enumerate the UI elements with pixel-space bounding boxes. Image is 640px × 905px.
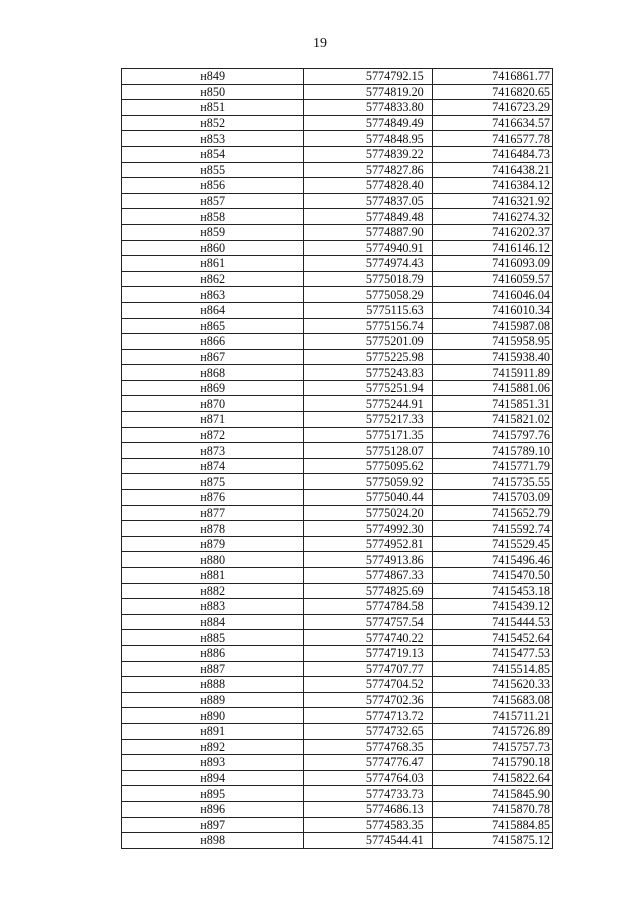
point-id-cell: н891 <box>122 723 304 739</box>
x-coordinate-cell: 5774792.15 <box>304 69 432 85</box>
y-coordinate-cell: 7415439.12 <box>432 599 552 615</box>
y-coordinate-cell: 7415845.90 <box>432 786 552 802</box>
x-coordinate-cell: 5774733.73 <box>304 786 432 802</box>
table-row <box>122 178 553 194</box>
point-id-cell: н860 <box>122 240 304 256</box>
x-coordinate-cell: 5774849.48 <box>304 209 432 225</box>
point-id-cell: н849 <box>122 69 304 85</box>
y-coordinate-cell: 7415711.21 <box>432 708 552 724</box>
x-coordinate-cell: 5774887.90 <box>304 224 432 240</box>
point-id-cell: н861 <box>122 256 304 272</box>
table-row <box>122 396 553 412</box>
point-id-cell: н893 <box>122 755 304 771</box>
y-coordinate-cell: 7415884.85 <box>432 817 552 833</box>
table-row <box>122 162 553 178</box>
table-row <box>122 302 553 318</box>
y-coordinate-cell: 7415652.79 <box>432 505 552 521</box>
x-coordinate-cell: 5774544.41 <box>304 833 432 849</box>
table-row <box>122 708 553 724</box>
x-coordinate-cell: 5774940.91 <box>304 240 432 256</box>
x-coordinate-cell: 5774757.54 <box>304 614 432 630</box>
y-coordinate-cell: 7415592.74 <box>432 521 552 537</box>
point-id-cell: н872 <box>122 427 304 443</box>
x-coordinate-cell: 5774704.52 <box>304 677 432 693</box>
x-coordinate-cell: 5774913.86 <box>304 552 432 568</box>
y-coordinate-cell: 7415790.18 <box>432 755 552 771</box>
table-row <box>122 801 553 817</box>
point-id-cell: н878 <box>122 521 304 537</box>
x-coordinate-cell: 5775156.74 <box>304 318 432 334</box>
table-row <box>122 458 553 474</box>
table-row <box>122 583 553 599</box>
y-coordinate-cell: 7415703.09 <box>432 490 552 506</box>
point-id-cell: н879 <box>122 536 304 552</box>
x-coordinate-cell: 5774776.47 <box>304 755 432 771</box>
x-coordinate-cell: 5774583.35 <box>304 817 432 833</box>
y-coordinate-cell: 7415881.06 <box>432 380 552 396</box>
x-coordinate-cell: 5774702.36 <box>304 692 432 708</box>
point-id-cell: н874 <box>122 458 304 474</box>
point-id-cell: н888 <box>122 677 304 693</box>
point-id-cell: н866 <box>122 334 304 350</box>
y-coordinate-cell: 7416577.78 <box>432 131 552 147</box>
x-coordinate-cell: 5775251.94 <box>304 380 432 396</box>
y-coordinate-cell: 7416723.29 <box>432 100 552 116</box>
table-row <box>122 833 553 849</box>
x-coordinate-cell: 5774848.95 <box>304 131 432 147</box>
table-row <box>122 786 553 802</box>
point-id-cell: н871 <box>122 412 304 428</box>
x-coordinate-cell: 5774768.35 <box>304 739 432 755</box>
y-coordinate-cell: 7416438.21 <box>432 162 552 178</box>
point-id-cell: н857 <box>122 193 304 209</box>
table-row <box>122 817 553 833</box>
table-row <box>122 630 553 646</box>
point-id-cell: н876 <box>122 490 304 506</box>
table-row <box>122 443 553 459</box>
y-coordinate-cell: 7415735.55 <box>432 474 552 490</box>
y-coordinate-cell: 7416046.04 <box>432 287 552 303</box>
point-id-cell: н859 <box>122 224 304 240</box>
y-coordinate-cell: 7415771.79 <box>432 458 552 474</box>
point-id-cell: н853 <box>122 131 304 147</box>
table-row <box>122 521 553 537</box>
x-coordinate-cell: 5775128.07 <box>304 443 432 459</box>
point-id-cell: н886 <box>122 645 304 661</box>
x-coordinate-cell: 5775095.62 <box>304 458 432 474</box>
y-coordinate-cell: 7415938.40 <box>432 349 552 365</box>
point-id-cell: н880 <box>122 552 304 568</box>
coordinates-table <box>121 68 553 849</box>
table-row <box>122 474 553 490</box>
x-coordinate-cell: 5774952.81 <box>304 536 432 552</box>
table-row <box>122 677 553 693</box>
y-coordinate-cell: 7415470.50 <box>432 568 552 584</box>
y-coordinate-cell: 7415514.85 <box>432 661 552 677</box>
y-coordinate-cell: 7416093.09 <box>432 256 552 272</box>
y-coordinate-cell: 7416202.37 <box>432 224 552 240</box>
point-id-cell: н854 <box>122 146 304 162</box>
table-row <box>122 271 553 287</box>
x-coordinate-cell: 5774764.03 <box>304 770 432 786</box>
table-row <box>122 599 553 615</box>
table-row <box>122 505 553 521</box>
table-row <box>122 645 553 661</box>
x-coordinate-cell: 5774849.49 <box>304 115 432 131</box>
y-coordinate-cell: 7415453.18 <box>432 583 552 599</box>
y-coordinate-cell: 7416861.77 <box>432 69 552 85</box>
x-coordinate-cell: 5774784.58 <box>304 599 432 615</box>
table-row <box>122 240 553 256</box>
point-id-cell: н869 <box>122 380 304 396</box>
x-coordinate-cell: 5775201.09 <box>304 334 432 350</box>
x-coordinate-cell: 5774827.86 <box>304 162 432 178</box>
y-coordinate-cell: 7415851.31 <box>432 396 552 412</box>
point-id-cell: н868 <box>122 365 304 381</box>
table-row <box>122 69 553 85</box>
y-coordinate-cell: 7415477.53 <box>432 645 552 661</box>
point-id-cell: н873 <box>122 443 304 459</box>
point-id-cell: н885 <box>122 630 304 646</box>
table-row <box>122 365 553 381</box>
table-row <box>122 334 553 350</box>
point-id-cell: н895 <box>122 786 304 802</box>
table-row <box>122 568 553 584</box>
y-coordinate-cell: 7415529.45 <box>432 536 552 552</box>
table-row <box>122 661 553 677</box>
table-row <box>122 490 553 506</box>
point-id-cell: н881 <box>122 568 304 584</box>
x-coordinate-cell: 5774707.77 <box>304 661 432 677</box>
point-id-cell: н851 <box>122 100 304 116</box>
y-coordinate-cell: 7415496.46 <box>432 552 552 568</box>
x-coordinate-cell: 5774828.40 <box>304 178 432 194</box>
point-id-cell: н855 <box>122 162 304 178</box>
point-id-cell: н877 <box>122 505 304 521</box>
y-coordinate-cell: 7416820.65 <box>432 84 552 100</box>
x-coordinate-cell: 5774867.33 <box>304 568 432 584</box>
table-row <box>122 209 553 225</box>
x-coordinate-cell: 5775217.33 <box>304 412 432 428</box>
x-coordinate-cell: 5775024.20 <box>304 505 432 521</box>
x-coordinate-cell: 5774819.20 <box>304 84 432 100</box>
x-coordinate-cell: 5774974.43 <box>304 256 432 272</box>
point-id-cell: н883 <box>122 599 304 615</box>
y-coordinate-cell: 7415821.02 <box>432 412 552 428</box>
y-coordinate-cell: 7415870.78 <box>432 801 552 817</box>
point-id-cell: н856 <box>122 178 304 194</box>
y-coordinate-cell: 7415757.73 <box>432 739 552 755</box>
point-id-cell: н889 <box>122 692 304 708</box>
y-coordinate-cell: 7415444.53 <box>432 614 552 630</box>
x-coordinate-cell: 5775244.91 <box>304 396 432 412</box>
table-row <box>122 536 553 552</box>
point-id-cell: н884 <box>122 614 304 630</box>
x-coordinate-cell: 5775018.79 <box>304 271 432 287</box>
table-row <box>122 755 553 771</box>
table-row <box>122 739 553 755</box>
table-row <box>122 723 553 739</box>
table-row <box>122 193 553 209</box>
y-coordinate-cell: 7415726.89 <box>432 723 552 739</box>
table-row <box>122 256 553 272</box>
y-coordinate-cell: 7416059.57 <box>432 271 552 287</box>
y-coordinate-cell: 7416274.32 <box>432 209 552 225</box>
point-id-cell: н896 <box>122 801 304 817</box>
coordinates-table-body <box>122 69 553 849</box>
x-coordinate-cell: 5774992.30 <box>304 521 432 537</box>
point-id-cell: н865 <box>122 318 304 334</box>
table-row <box>122 146 553 162</box>
table-row <box>122 412 553 428</box>
table-row <box>122 614 553 630</box>
y-coordinate-cell: 7415987.08 <box>432 318 552 334</box>
x-coordinate-cell: 5775243.83 <box>304 365 432 381</box>
table-row <box>122 115 553 131</box>
table-row <box>122 349 553 365</box>
y-coordinate-cell: 7415683.08 <box>432 692 552 708</box>
table-row <box>122 100 553 116</box>
point-id-cell: н887 <box>122 661 304 677</box>
point-id-cell: н864 <box>122 302 304 318</box>
point-id-cell: н875 <box>122 474 304 490</box>
x-coordinate-cell: 5775058.29 <box>304 287 432 303</box>
y-coordinate-cell: 7416321.92 <box>432 193 552 209</box>
table-row <box>122 84 553 100</box>
y-coordinate-cell: 7416146.12 <box>432 240 552 256</box>
x-coordinate-cell: 5774839.22 <box>304 146 432 162</box>
y-coordinate-cell: 7416384.12 <box>432 178 552 194</box>
point-id-cell: н867 <box>122 349 304 365</box>
x-coordinate-cell: 5775115.63 <box>304 302 432 318</box>
point-id-cell: н894 <box>122 770 304 786</box>
table-row <box>122 131 553 147</box>
y-coordinate-cell: 7415789.10 <box>432 443 552 459</box>
point-id-cell: н898 <box>122 833 304 849</box>
y-coordinate-cell: 7415875.12 <box>432 833 552 849</box>
point-id-cell: н897 <box>122 817 304 833</box>
point-id-cell: н870 <box>122 396 304 412</box>
y-coordinate-cell: 7415911.89 <box>432 365 552 381</box>
x-coordinate-cell: 5774825.69 <box>304 583 432 599</box>
point-id-cell: н850 <box>122 84 304 100</box>
x-coordinate-cell: 5774732.65 <box>304 723 432 739</box>
point-id-cell: н863 <box>122 287 304 303</box>
y-coordinate-cell: 7415452.64 <box>432 630 552 646</box>
x-coordinate-cell: 5774833.80 <box>304 100 432 116</box>
point-id-cell: н862 <box>122 271 304 287</box>
table-row <box>122 318 553 334</box>
table-row <box>122 427 553 443</box>
table-row <box>122 770 553 786</box>
table-row <box>122 552 553 568</box>
x-coordinate-cell: 5775059.92 <box>304 474 432 490</box>
point-id-cell: н858 <box>122 209 304 225</box>
x-coordinate-cell: 5774740.22 <box>304 630 432 646</box>
x-coordinate-cell: 5775225.98 <box>304 349 432 365</box>
point-id-cell: н882 <box>122 583 304 599</box>
y-coordinate-cell: 7415958.95 <box>432 334 552 350</box>
y-coordinate-cell: 7416010.34 <box>432 302 552 318</box>
x-coordinate-cell: 5774719.13 <box>304 645 432 661</box>
point-id-cell: н892 <box>122 739 304 755</box>
y-coordinate-cell: 7416484.73 <box>432 146 552 162</box>
y-coordinate-cell: 7416634.57 <box>432 115 552 131</box>
point-id-cell: н852 <box>122 115 304 131</box>
point-id-cell: н890 <box>122 708 304 724</box>
y-coordinate-cell: 7415822.64 <box>432 770 552 786</box>
page-number: 19 <box>313 36 327 51</box>
x-coordinate-cell: 5774837.05 <box>304 193 432 209</box>
table-row <box>122 224 553 240</box>
x-coordinate-cell: 5775171.35 <box>304 427 432 443</box>
x-coordinate-cell: 5774686.13 <box>304 801 432 817</box>
table-row <box>122 692 553 708</box>
y-coordinate-cell: 7415620.33 <box>432 677 552 693</box>
table-row <box>122 380 553 396</box>
y-coordinate-cell: 7415797.76 <box>432 427 552 443</box>
x-coordinate-cell: 5775040.44 <box>304 490 432 506</box>
table-row <box>122 287 553 303</box>
x-coordinate-cell: 5774713.72 <box>304 708 432 724</box>
